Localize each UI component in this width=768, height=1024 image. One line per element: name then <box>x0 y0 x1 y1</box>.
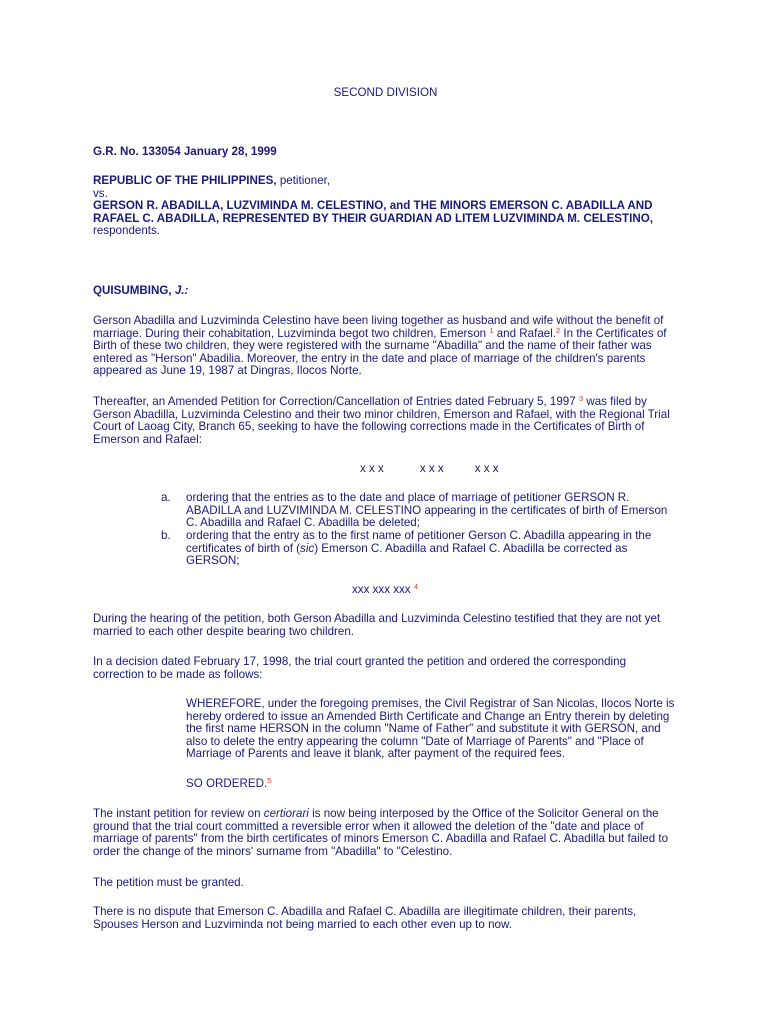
paragraph-2: Thereafter, an Amended Petition for Correction/Cancellation of Entries dated February 5, 1997 $^3$ was filed by Gerson Abadilla, Luzviminda Celestino and their two minor children, Emerson and Rafael, with the Regional Trial Court of Laoag City, Branch 65, seeking to have the following corrections made in the Certificates of Birth of Emerson and Rafael: <box>93 394 670 446</box>
list-marker: b. <box>161 529 171 542</box>
respondents-name: GERSON R. ABADILLA, LUZVIMINDA M. CELESTINO, and THE MINORS EMERSON C. ABADILLA AND RAFAEL C. ABADILLA, REPRESENTED BY THEIR GUARDIAN AD LITEM LUZVIMINDA M. CELESTINO, <box>93 199 653 225</box>
petitioner-name: REPUBLIC OF THE PHILIPPINES, <box>93 174 277 187</box>
ellipsis-separator-1: x x x x x x x x x <box>360 462 499 475</box>
list-text: ordering that the entry as to the first name of petitioner Gerson C. Abadilla appearing in the certificates of birth of (sic) Emerson C. Abadilla and Rafael C. Abadilla be corrected as GERSON; <box>186 529 652 568</box>
footnote-ref-2[interactable]: 2 <box>556 325 561 335</box>
footnote-ref-4[interactable]: 4 <box>413 582 418 591</box>
block-quote: WHEREFORE, under the foregoing premises, the Civil Registrar of San Nicolas, Ilocos Norte is hereby ordered to issue an Amended Birth Certificate and Change an Entry therein by deleting the first name HERSON in the column "Name of Father" and substitute it with GERSON, and also to delete the entry appearing the column "Date of Marriage of Parents" and "Place of Marriage of Parents and leave it blank, after payment of the required fees. <box>186 697 675 761</box>
versus-line: vs. <box>93 186 108 200</box>
paragraph-4: In a decision dated February 17, 1998, the trial court granted the petition and ordered the corresponding correction to be made as follows: <box>93 655 627 681</box>
petitioner-line <box>93 175 683 188</box>
case-number: G.R. No. 133054 January 28, 1999 <box>93 145 277 158</box>
paragraph-5: The instant petition for review on certiorari is now being interposed by the Office of the Solicitor General on the ground that the trial court committed a reversible error when it allowed the deletion of the "date and place of marriage of parents" from the birth certificates of minors Emerson C. Abadilla and Rafael C. Abadilla but failed to order the change of the minors' surname from "Abadilla" to "Celestino. <box>93 807 669 858</box>
paragraph-1: Gerson Abadilla and Luzviminda Celestino have been living together as husband and wife without the benefit of marriage. During their cohabitation, Luzviminda begot two children, Emerson $^1$ and Rafael.$^2$ In the Certificates of Birth of these two children, they were registered with the surname "Abadilla" and the name of their father was entered as "Herson" Abadilia. Moreover, the entry in the date and place of marriage of the children's parents appeared as June 19, 1987 at Dingras, Ilocos Norte. <box>93 314 667 378</box>
footnote-ref-3[interactable]: 3 <box>578 394 584 403</box>
ellipsis-separator-2: xxx xxx xxx $^4$ <box>351 582 418 596</box>
footnote-ref-1[interactable]: 1 <box>489 325 494 335</box>
respondents-line <box>93 200 683 238</box>
respondents-role: respondents. <box>93 224 161 238</box>
footnote-ref-5[interactable]: 5 <box>267 776 272 785</box>
paragraph-7: There is no dispute that Emerson C. Abadilla and Rafael C. Abadilla are illegitimate children, their parents, Spouses Herson and Luzviminda not being married to each other even up to now. <box>93 905 637 931</box>
paragraph-3: During the hearing of the petition, both Gerson Abadilla and Luzviminda Celestino testified that they are not yet married to each other despite bearing two children. <box>93 612 661 638</box>
petitioner-role: petitioner, <box>276 174 331 187</box>
division-heading: SECOND DIVISION <box>333 86 438 99</box>
so-ordered: SO ORDERED.$^5$ <box>186 776 272 790</box>
list-text: ordering that the entries as to the date and place of marriage of petitioner GERSON R. ABADILLA and LUZVIMINDA M. CELESTINO appearing in the certificates of birth of Emerson C. Abadilla and Rafael C. Abadilla be deleted; <box>186 491 668 530</box>
list-marker: a. <box>161 491 171 504</box>
paragraph-6: The petition must be granted. <box>93 876 244 889</box>
case-parties <box>93 175 683 238</box>
ponente: QUISUMBING, J.: <box>93 284 189 297</box>
